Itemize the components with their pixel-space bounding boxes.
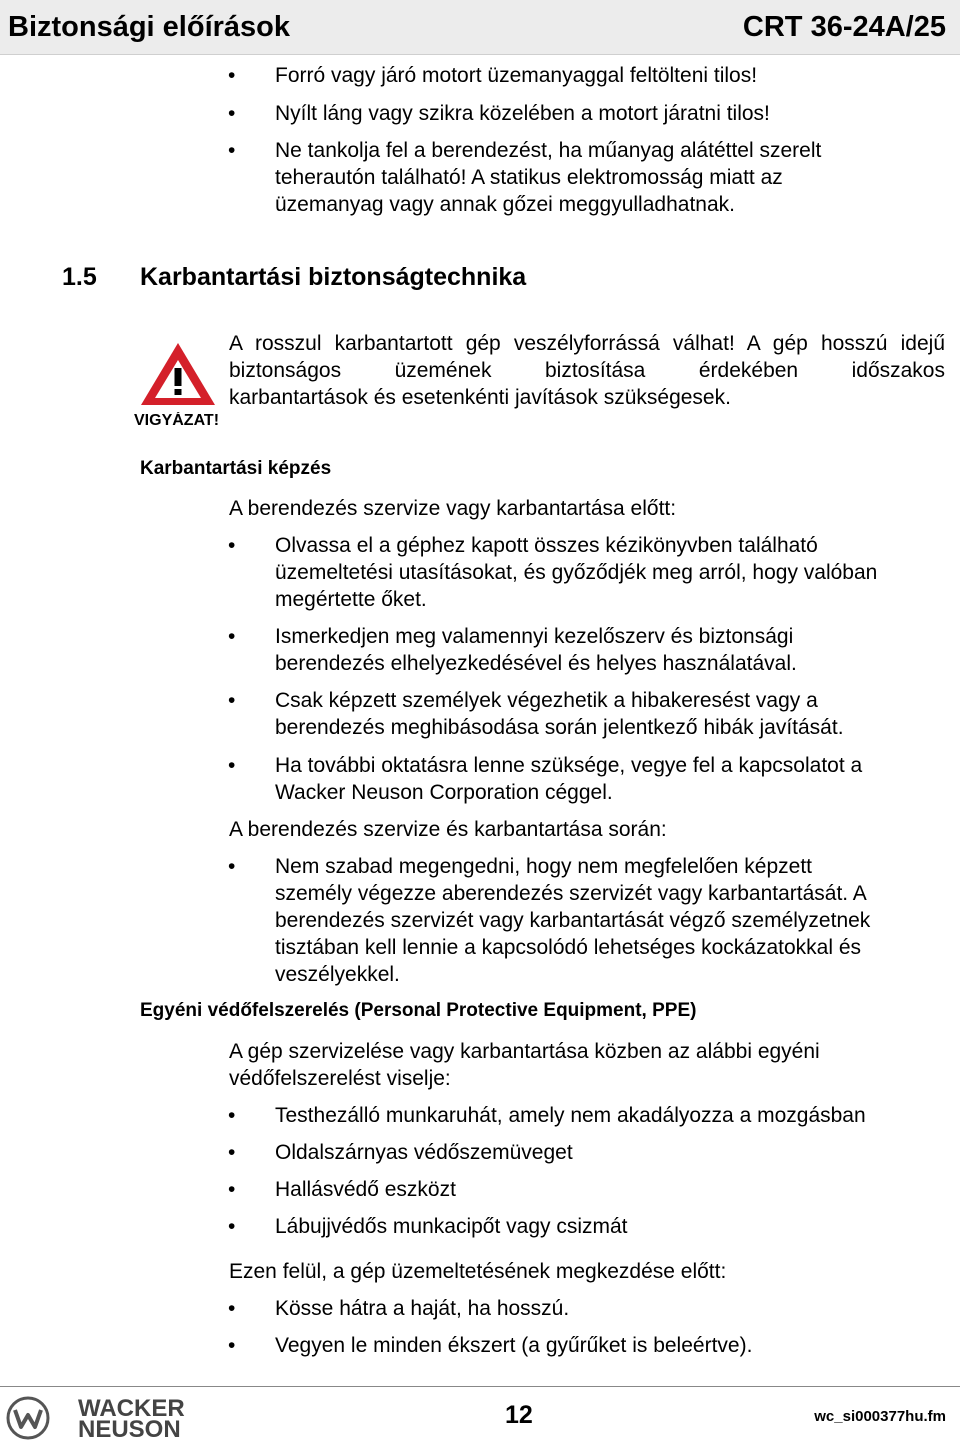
list-item-line: üzemanyag vagy annak gőzei meggyulladhatnak. (275, 193, 735, 216)
bullet-glyph: • (228, 64, 236, 87)
bullet-glyph: • (228, 689, 236, 712)
list-item-line: üzemeltetési utasításokat, és győződjék meg arról, hogy valóban (275, 561, 878, 584)
bullet-glyph: • (228, 1215, 236, 1238)
paragraph: A berendezés szervize és karbantartása során: (229, 818, 667, 841)
list-item: Csak képzett személyek végezhetik a hibakeresést vagy a (275, 689, 818, 712)
paragraph-line: védőfelszerelést viselje: (229, 1067, 451, 1090)
page-header (0, 0, 960, 55)
list-item: Oldalszárnyas védőszemüveget (275, 1141, 573, 1164)
bullet-glyph: • (228, 102, 236, 125)
paragraph-line: A gép szervizelése vagy karbantartása közben az alábbi egyéni (229, 1040, 820, 1063)
list-item-line: megértette őket. (275, 588, 427, 611)
list-item: Kösse hátra a haját, ha hosszú. (275, 1297, 570, 1320)
list-item: Ismerkedjen meg valamennyi kezelőszerv és biztonsági (275, 625, 794, 648)
bullet-glyph: • (228, 855, 236, 878)
list-item: Lábujjvédős munkacipőt vagy csizmát (275, 1215, 628, 1238)
bullet-glyph: • (228, 754, 236, 777)
list-item-line: teherautón található! A statikus elektromosság miatt az (275, 166, 783, 189)
list-item: Nyílt láng vagy szikra közelében a motort járatni tilos! (275, 102, 770, 125)
list-item-line: Wacker Neuson Corporation céggel. (275, 781, 613, 804)
wacker-neuson-logo-icon (6, 1396, 50, 1440)
paragraph: A berendezés szervize vagy karbantartása előtt: (229, 497, 677, 520)
bullet-glyph: • (228, 1297, 236, 1320)
list-item: Ha további oktatásra lenne szüksége, vegye fel a kapcsolatot a (275, 754, 863, 777)
warning-text-line: karbantartások és esetenkénti javítások szükségesek. (229, 386, 731, 409)
header-title: Biztonsági előírások (8, 11, 291, 43)
bullet-glyph: • (228, 1178, 236, 1201)
page-number: 12 (505, 1401, 533, 1429)
warning-label: VIGYÁZAT! (134, 412, 220, 429)
list-item: Ne tankolja fel a berendezést, ha műanyag alátéttel szerelt (275, 139, 822, 162)
list-item: Vegyen le minden ékszert (a gyűrűket is beleértve). (275, 1334, 753, 1357)
brand-name-line2: NEUSON (78, 1416, 181, 1443)
list-item-line: veszélyekkel. (275, 963, 400, 986)
list-item-line: tisztában kell lennie a kapcsolódó lehetséges kockázatokkal és (275, 936, 862, 959)
warning-icon (138, 340, 218, 408)
header-model: CRT 36-24A/25 (742, 11, 946, 43)
list-item: Forró vagy járó motort üzemanyaggal feltölteni tilos! (275, 64, 758, 87)
list-item: Testhezálló munkaruhát, amely nem akadályozza a mozgásban (275, 1104, 866, 1127)
list-item: Nem szabad megengedni, hogy nem megfelelően képzett (275, 855, 812, 878)
section-title: Karbantartási biztonságtechnika (140, 263, 527, 291)
list-item-line: berendezés elhelyezkedésével és helyes használatával. (275, 652, 797, 675)
section-number: 1.5 (62, 263, 97, 291)
list-item: Hallásvédő eszközt (275, 1178, 456, 1201)
brand-name-line1: WACKER (78, 1395, 185, 1422)
bullet-glyph: • (228, 1141, 236, 1164)
bullet-glyph: • (228, 625, 236, 648)
warning-text-line: biztonságos üzemének biztosítása érdekében időszakos (229, 359, 945, 382)
paragraph: Ezen felül, a gép üzemeltetésének megkezdése előtt: (229, 1260, 727, 1283)
bullet-glyph: • (228, 139, 236, 162)
list-item-line: berendezés szervizét vagy karbantartását végző személyzetnek (275, 909, 871, 932)
footer-divider (0, 1386, 960, 1387)
subheading-training: Karbantartási képzés (140, 458, 332, 479)
file-name: wc_si000377hu.fm (814, 1408, 946, 1425)
warning-text-line: A rosszul karbantartott gép veszélyforrássá válhat! A gép hosszú idejű (229, 332, 945, 355)
list-item: Olvassa el a géphez kapott összes kézikönyvben található (275, 534, 818, 557)
bullet-glyph: • (228, 534, 236, 557)
bullet-glyph: • (228, 1104, 236, 1127)
list-item-line: személy végezze aberendezés szervizét vagy karbantartását. A (275, 882, 867, 905)
subheading-ppe: Egyéni védőfelszerelés (Personal Protective Equipment, PPE) (140, 1000, 697, 1021)
bullet-glyph: • (228, 1334, 236, 1357)
list-item-line: berendezés meghibásodása során jelentkező hibák javítását. (275, 716, 844, 739)
